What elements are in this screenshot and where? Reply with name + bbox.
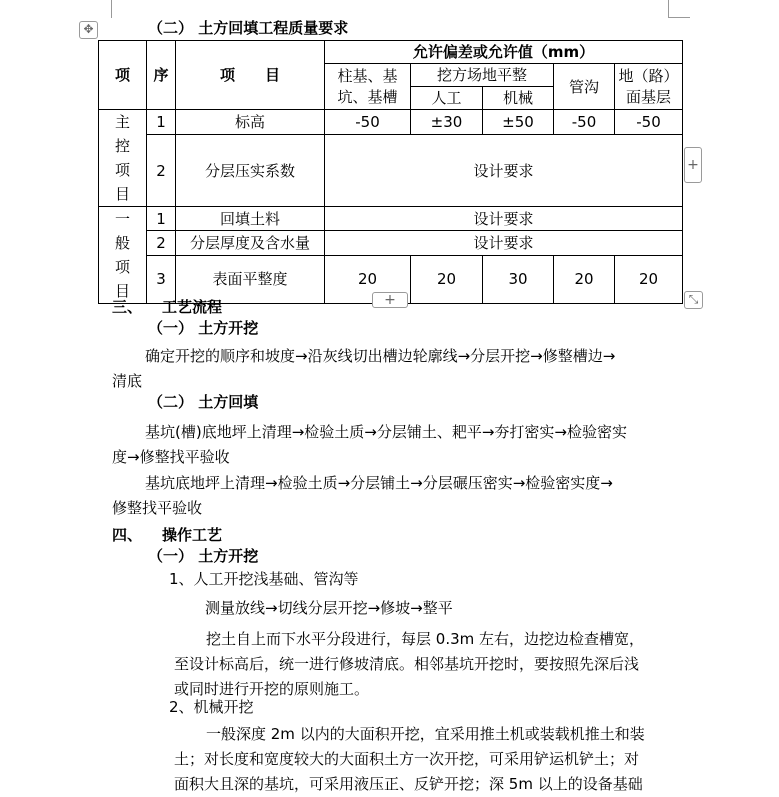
text-line: 清底 — [112, 372, 143, 390]
header-col-pipe-trench: 管沟 — [554, 64, 615, 110]
section-4-number: 四、 — [112, 526, 143, 544]
text-line: 一般深度 2m 以内的大面积开挖，宜采用推土机或装载机推土和装 — [206, 725, 645, 743]
row-seq: 1 — [147, 207, 176, 231]
subsection-excavation: （一） 土方开挖 — [148, 319, 259, 337]
paragraph-machine-excavation — [174, 722, 674, 797]
header-item-name: 项 目 — [176, 41, 325, 110]
header-col-manual: 人工 — [411, 87, 483, 110]
header-col-machine: 机械 — [483, 87, 554, 110]
text-line: 修整找平验收 — [112, 499, 203, 517]
row-name: 回填土料 — [176, 207, 325, 231]
header-item-category: 项 — [99, 41, 147, 110]
table-row — [99, 110, 683, 135]
paragraph-backfill-flow-1 — [112, 420, 672, 470]
row-value: -50 — [554, 110, 615, 135]
row-value: 20 — [325, 255, 411, 304]
row-value: 20 — [615, 255, 683, 304]
manual-excavation-flow: 测量放线→切线分层开挖→修坡→整平 — [205, 599, 453, 617]
table-row — [99, 231, 683, 255]
add-row-icon[interactable]: + — [372, 292, 408, 308]
row-name: 分层压实系数 — [176, 135, 325, 207]
row-seq: 2 — [147, 231, 176, 255]
row-merged-value: 设计要求 — [325, 231, 683, 255]
row-merged-value: 设计要求 — [325, 207, 683, 231]
section-title: （二） 土方回填工程质量要求 — [148, 19, 349, 37]
item-manual-excavation: 1、人工开挖浅基础、管沟等 — [169, 570, 359, 588]
row-value: 20 — [411, 255, 483, 304]
row-value: -50 — [325, 110, 411, 135]
row-merged-value: 设计要求 — [325, 135, 683, 207]
row-value: ±50 — [483, 110, 554, 135]
table-row — [99, 135, 683, 207]
crop-mark-right — [668, 0, 669, 18]
text-line: 土；对长度和宽度较大的大面积土方一次开挖，可采用铲运机铲土；对 — [174, 750, 640, 768]
row-value: 30 — [483, 255, 554, 304]
table-row — [99, 207, 683, 231]
subsection-excavation-ops: （一） 土方开挖 — [148, 547, 259, 565]
header-col-road-base: 地（路）面基层 — [615, 64, 683, 110]
row-seq: 1 — [147, 110, 176, 135]
row-name: 表面平整度 — [176, 255, 325, 304]
row-value: -50 — [615, 110, 683, 135]
row-value: 20 — [554, 255, 615, 304]
header-col-foundation-pit: 柱基、基坑、基槽 — [325, 64, 411, 110]
text-line: 确定开挖的顺序和坡度→沿灰线切出槽边轮廓线→分层开挖→修整槽边→ — [145, 347, 616, 365]
paragraph-backfill-flow-2 — [112, 471, 672, 521]
quality-requirements-table — [98, 40, 683, 304]
row-seq: 3 — [147, 255, 176, 304]
table-move-handle-icon[interactable]: ✥ — [79, 21, 98, 39]
text-line: 面积大且深的基坑，可采用液压正、反铲开挖；深 5m 以上的设备基础 — [174, 775, 643, 793]
crop-mark-right-h — [668, 17, 690, 18]
row-value: ±30 — [411, 110, 483, 135]
text-line: 基坑底地坪上清理→检验土质→分层铺土→分层碾压密实→检验密实度→ — [145, 474, 613, 492]
row-name: 分层厚度及含水量 — [176, 231, 325, 255]
item-machine-excavation: 2、机械开挖 — [169, 698, 254, 716]
text-line: 度→修整找平验收 — [112, 448, 230, 466]
header-seq: 序 — [147, 41, 176, 110]
section-3-title: 工艺流程 — [162, 298, 223, 316]
paragraph-manual-excavation — [174, 627, 674, 702]
group-main-control: 主控项目 — [99, 110, 147, 207]
row-name: 标高 — [176, 110, 325, 135]
add-column-icon[interactable]: + — [684, 147, 702, 183]
row-seq: 2 — [147, 135, 176, 207]
section-4-title: 操作工艺 — [162, 526, 223, 544]
table-resize-icon[interactable]: ⤡ — [684, 291, 703, 309]
text-line: 基坑(槽)底地坪上清理→检验土质→分层铺土、耙平→夯打密实→检验密实 — [145, 423, 627, 441]
text-line: 至设计标高后，统一进行修坡清底。相邻基坑开挖时，要按照先深后浅 — [174, 655, 640, 673]
header-col-site-leveling: 挖方场地平整 — [411, 64, 554, 87]
group-general: 一般项目 — [99, 207, 147, 304]
paragraph-excavation-flow — [112, 344, 672, 394]
text-line: 挖土自上而下水平分段进行，每层 0.3m 左右，边挖边检查槽宽， — [206, 630, 645, 648]
crop-mark-left — [111, 0, 112, 18]
section-3-number: 三、 — [112, 298, 143, 316]
header-tolerance: 允许偏差或允许值（mm） — [325, 41, 683, 64]
text-line: 或同时进行开挖的原则施工。 — [174, 680, 370, 698]
subsection-backfill: （二） 土方回填 — [148, 393, 259, 411]
